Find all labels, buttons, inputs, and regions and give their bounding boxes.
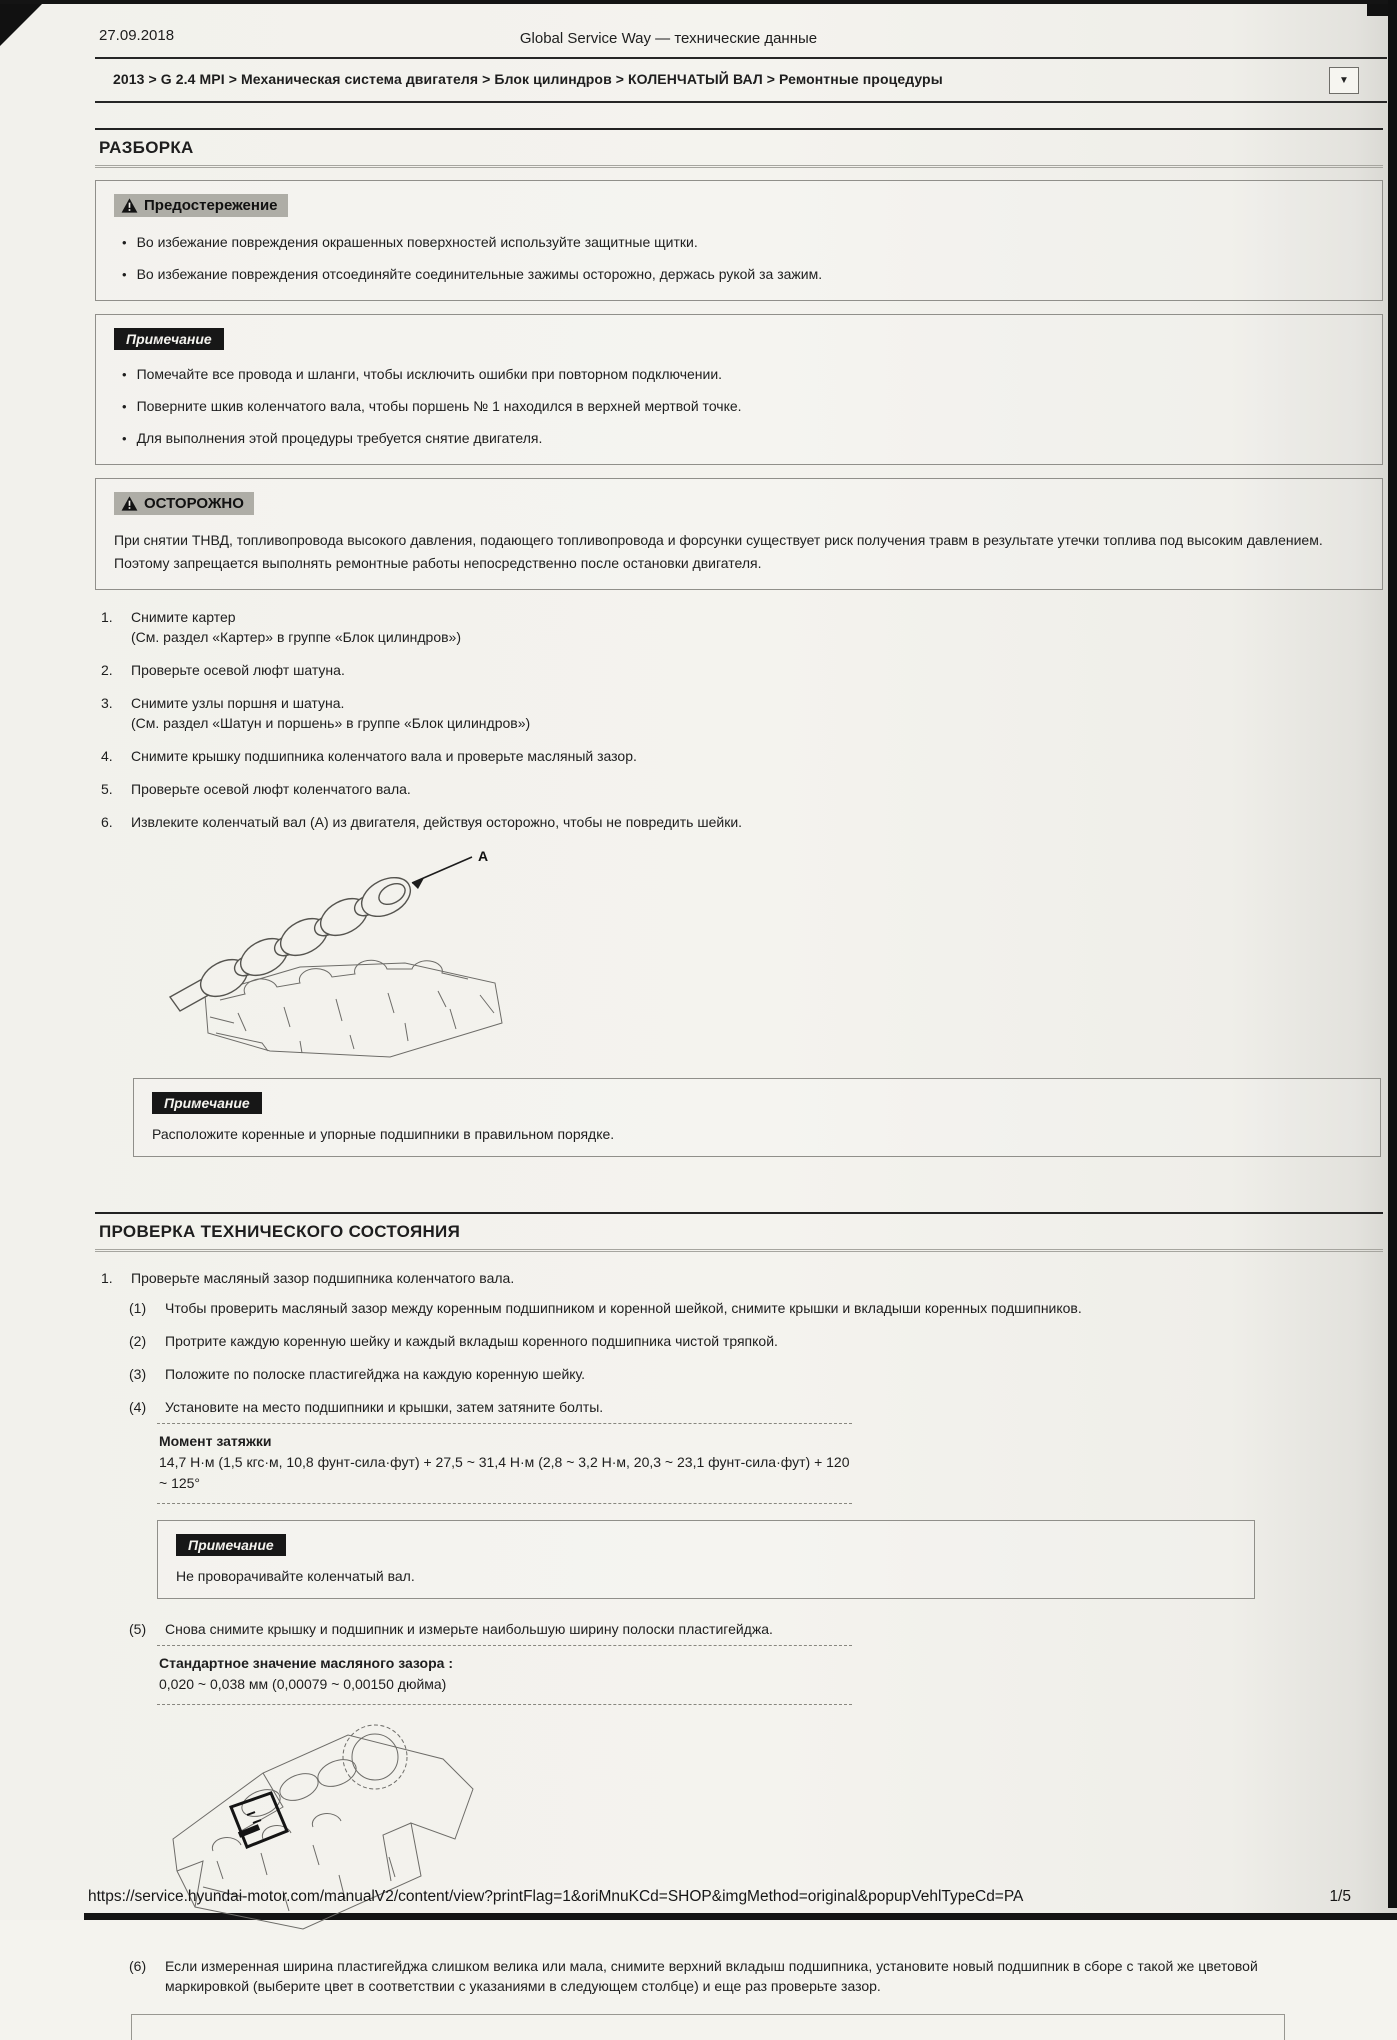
- clearance-spec: [157, 1645, 852, 1705]
- note-item: • Для выполнения этой процедуры требуется снятие двигателя.: [122, 429, 1364, 448]
- clearance-spec-value: 0,020 ~ 0,038 мм (0,00079 ~ 0,00150 дюйма): [159, 1676, 447, 1692]
- danger-text: При снятии ТНВД, топливопровода высокого давления, подающего топливопровода и форсунки существует риск получения травм в результате утечки топлива под высоким давлением. Поэтому запрещается выполнять ремонтные работы непосредственно после остановки двигателя.: [114, 532, 1323, 571]
- substep-item: (5) Снова снимите крышку и подшипник и измерьте наибольшую ширину полоски пластигейджа.: [129, 1621, 773, 1637]
- note-item: • Помечайте все провода и шланги, чтобы исключить ошибки при повторном подключении.: [122, 365, 1364, 384]
- note-text: Не проворачивайте коленчатый вал.: [176, 1568, 415, 1584]
- note-text: Расположите коренные и упорные подшипники в правильном порядке.: [152, 1126, 615, 1142]
- crankshaft-illustration: [150, 845, 550, 1063]
- step-reference: (См. раздел «Шатун и поршень» в группе «Блок цилиндров»): [131, 715, 531, 731]
- danger-label-text: ОСТОРОЖНО: [144, 495, 244, 512]
- figure-plastigage-check: [143, 1711, 1383, 1946]
- page-title: Global Service Way — технические данные: [519, 30, 818, 47]
- danger-box: [95, 478, 1383, 590]
- torque-spec-value: 14,7 Н·м (1,5 кгс·м, 10,8 фунт-сила·фут) + 27,5 ~ 31,4 Н·м (2,8 ~ 3,2 Н·м, 20,3 ~ 23,1 фунт-сила·фут) + 120 ~ 125°: [159, 1454, 850, 1491]
- cutoff-table-top: [131, 2014, 1285, 2040]
- step-item: 1. Снимите картер (См. раздел «Картер» в группе «Блок цилиндров»): [101, 609, 461, 645]
- footer-url: https://service.hyundai-motor.com/manualV2/content/view?printFlag=1&oriMnuKCd=SHOP&imgMethod=original&popupVehlTypeCd=PA: [88, 1888, 1024, 1905]
- substep-item: (6) Если измеренная ширина пластигейджа слишком велика или мала, снимите верхний вкладыш подшипника, установите новый подшипник в сборе с такой же цветовой маркировкой (выберите цвет в соответствии с указаниями в следующем столбце) и еще раз проверьте зазор.: [129, 1958, 1258, 1994]
- caution-item: • Во избежание повреждения отсоединяйте соединительные зажимы осторожно, держась рукой за зажим.: [122, 265, 1364, 284]
- scan-edge-artifact: [0, 0, 1397, 4]
- inspection-substeps: [129, 1298, 1383, 1417]
- caution-label: [114, 194, 288, 217]
- breadcrumb: 2013 > G 2.4 MPI > Механическая система двигателя > Блок цилиндров > КОЛЕНЧАТЫЙ ВАЛ > Ремонтные процедуры: [113, 71, 943, 87]
- inspection-substeps: [129, 1619, 1383, 1639]
- section-title-disassembly: РАЗБОРКА: [95, 128, 1383, 168]
- note-label-text: Примечание: [164, 1095, 250, 1111]
- note-label: [152, 1092, 262, 1114]
- step-reference: (См. раздел «Картер» в группе «Блок цилиндров»): [131, 629, 461, 645]
- inspection-steps: [101, 1268, 1383, 1288]
- breadcrumb-bar: [95, 57, 1387, 103]
- note-box: [95, 314, 1383, 465]
- footer-page-number: 1/5: [1329, 1888, 1351, 1905]
- caution-label-text: Предостережение: [144, 197, 278, 214]
- substep-item: (2) Протрите каждую коренную шейку и каждый вкладыш коренного подшипника чистой тряпкой.: [129, 1333, 778, 1349]
- step-item: 6. Извлеките коленчатый вал (А) из двигателя, действуя осторожно, чтобы не повредить шейки.: [101, 814, 743, 830]
- figure-callout-a: A: [478, 848, 489, 864]
- engine-block-illustration: [143, 1711, 523, 1941]
- section-title-inspection: ПРОВЕРКА ТЕХНИЧЕСКОГО СОСТОЯНИЯ: [95, 1212, 1383, 1252]
- inspection-substeps: [129, 1956, 1383, 1996]
- caution-item: • Во избежание повреждения окрашенных поверхностей используйте защитные щитки.: [122, 233, 1364, 252]
- torque-spec: [157, 1423, 852, 1504]
- step-item: 5. Проверьте осевой люфт коленчатого вала.: [101, 781, 411, 797]
- warning-icon: [121, 496, 138, 511]
- step-item: 4. Снимите крышку подшипника коленчатого вала и проверьте масляный зазор.: [101, 748, 637, 764]
- figure-crankshaft-removal: [150, 845, 1383, 1068]
- torque-spec-title: Момент затяжки: [159, 1433, 272, 1449]
- note-label-text: Примечание: [188, 1537, 274, 1553]
- note-box: [157, 1520, 1255, 1599]
- note-label-text: Примечание: [126, 331, 212, 347]
- danger-label: [114, 492, 254, 515]
- caution-box: [95, 180, 1383, 301]
- substep-item: (1) Чтобы проверить масляный зазор между коренным подшипником и коренной шейкой, снимите крышки и вкладыши коренных подшипников.: [129, 1300, 1082, 1316]
- note-item: • Поверните шкив коленчатого вала, чтобы поршень № 1 находился в верхней мертвой точке.: [122, 397, 1364, 416]
- document-body: [95, 128, 1383, 2040]
- chevron-down-icon: ▼: [1339, 75, 1349, 86]
- step-item: 3. Снимите узлы поршня и шатуна. (См. раздел «Шатун и поршень» в группе «Блок цилиндров»): [101, 695, 531, 731]
- clearance-spec-title: Стандартное значение масляного зазора :: [159, 1655, 453, 1671]
- section-dropdown-button[interactable]: [1329, 67, 1359, 94]
- substep-item: (4) Установите на место подшипники и крышки, затем затяните болты.: [129, 1399, 604, 1415]
- step-item: 2. Проверьте осевой люфт шатуна.: [101, 662, 345, 678]
- note-box: [133, 1078, 1381, 1157]
- note-label: [176, 1534, 286, 1556]
- warning-icon: [121, 198, 138, 213]
- step-item: 1. Проверьте масляный зазор подшипника коленчатого вала.: [101, 1270, 515, 1286]
- substep-item: (3) Положите по полоске пластигейджа на каждую коренную шейку.: [129, 1366, 586, 1382]
- procedure-steps: [101, 607, 1383, 832]
- print-date: 27.09.2018: [99, 27, 175, 44]
- scan-edge-artifact: [1388, 0, 1397, 1908]
- note-label: [114, 328, 224, 350]
